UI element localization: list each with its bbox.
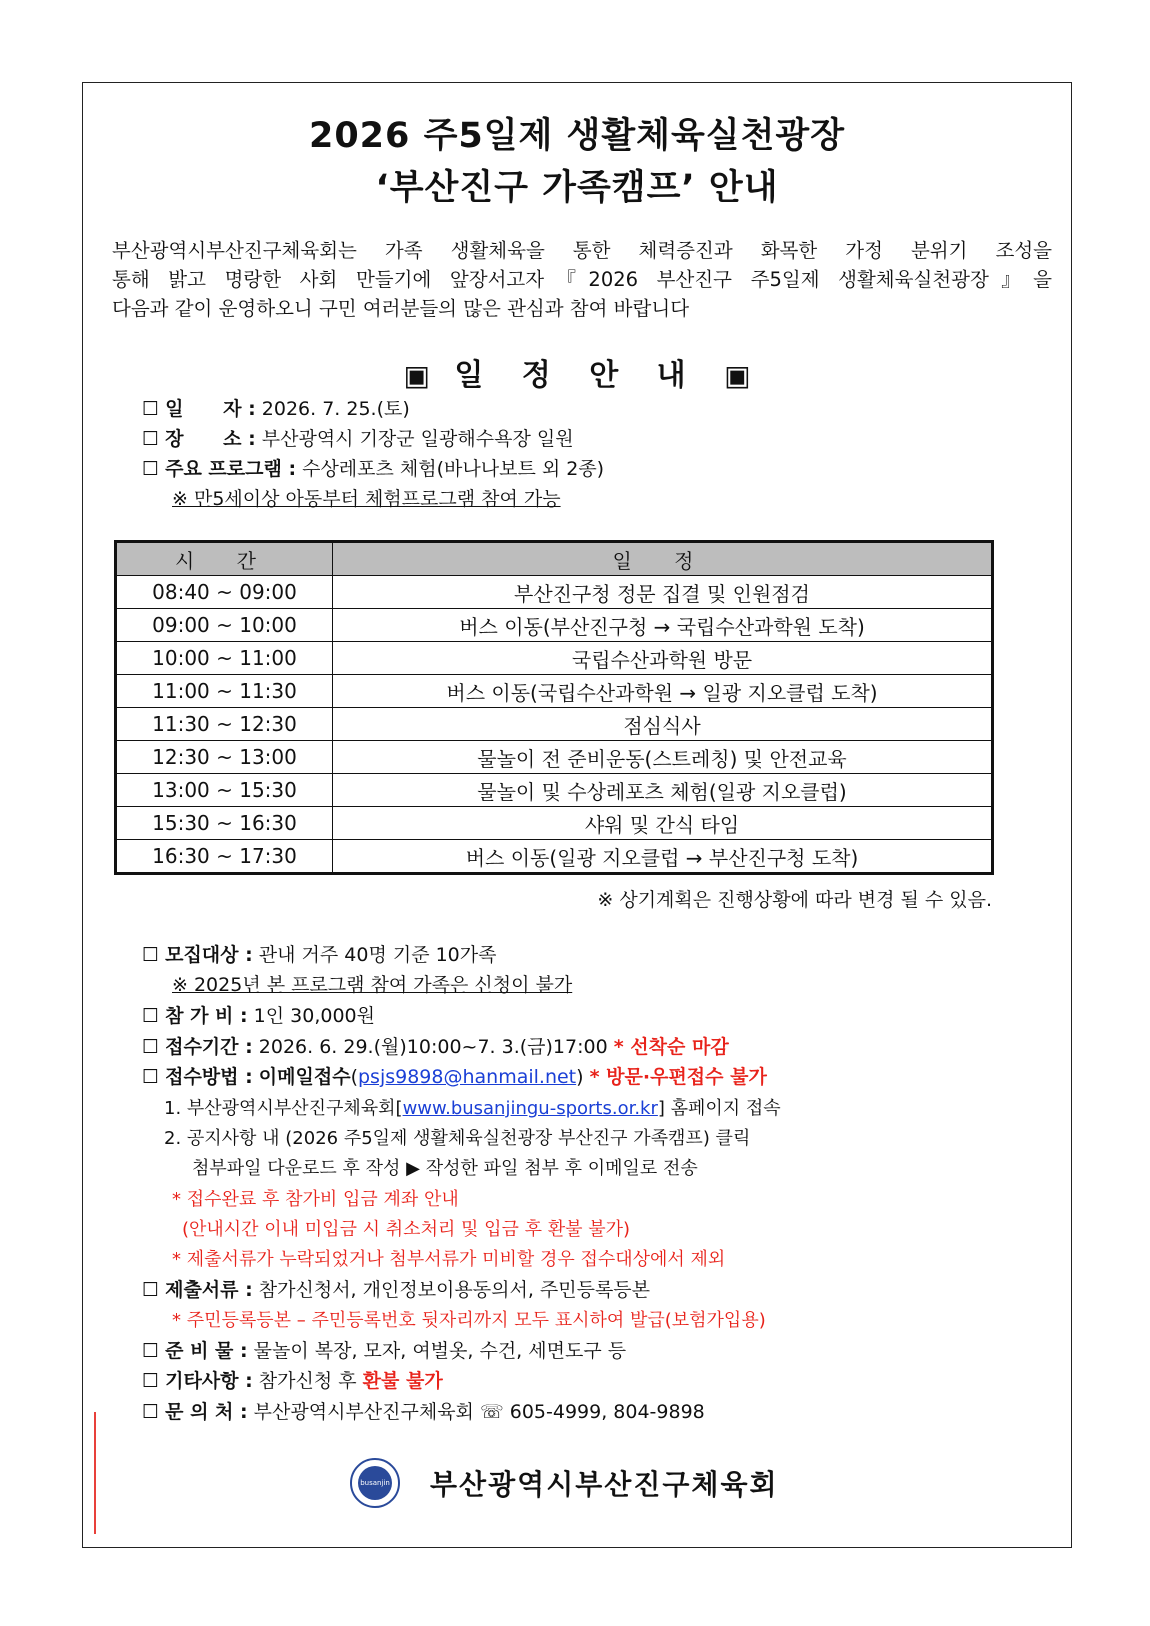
title-line-2: ‘부산진구 가족캠프’ 안내 <box>375 168 779 208</box>
row-event: 물놀이 및 수상레포츠 체험(일광 지오클럽) <box>333 774 993 807</box>
program-value: 수상레포츠 체험(바나나보트 외 2종) <box>302 458 605 480</box>
row-time: 08:40 ~ 09:00 <box>116 576 333 609</box>
table-row <box>116 642 993 675</box>
table-header-row <box>116 542 993 576</box>
step-3: 첨부파일 다운로드 후 작성 ▶ 작성한 파일 첨부 후 이메일로 전송 <box>192 1158 698 1179</box>
checkbox-icon: ☐ <box>142 1279 160 1301</box>
title-line-1: 2026 주5일제 생활체육실천광장 <box>308 116 846 156</box>
step-2: 2. 공지사항 내 (2026 주5일제 생활체육실천광장 부산진구 가족캠프) 클릭 <box>164 1128 751 1149</box>
step1-post: ] 홈페이지 접속 <box>657 1098 781 1119</box>
row-event: 버스 이동(일광 지오클럽 → 부산진구청 도착) <box>333 840 993 874</box>
header-time: 시 간 <box>116 542 333 576</box>
period-value: 2026. 6. 29.(월)10:00~7. 3.(금)17:00 <box>258 1036 608 1058</box>
row-event: 부산진구청 정문 집결 및 인원점검 <box>333 576 993 609</box>
checkbox-icon: ☐ <box>142 1340 160 1362</box>
table-row <box>116 840 993 874</box>
method-close: ) <box>576 1066 584 1088</box>
method-open: ( <box>350 1066 358 1088</box>
row-time: 15:30 ~ 16:30 <box>116 807 333 840</box>
red-note-1: * 접수완료 후 참가비 입금 계좌 안내 <box>172 1189 459 1210</box>
schedule-table <box>114 540 994 875</box>
docs-label: 제출서류 : <box>165 1279 253 1301</box>
info-place <box>142 424 574 451</box>
checkbox-icon: ☐ <box>142 398 160 420</box>
prep-value: 물놀이 복장, 모자, 여벌옷, 수건, 세면도구 등 <box>253 1340 627 1362</box>
contact-value: 부산광역시부산진구체육회 ☏ 605-4999, 804-9898 <box>253 1401 705 1423</box>
step-1 <box>164 1094 781 1120</box>
table-row <box>116 675 993 708</box>
red-note-2: (안내시간 이내 미입금 시 취소처리 및 입금 후 환불 불가) <box>182 1219 631 1240</box>
table-row <box>116 609 993 642</box>
method-red-note: * 방문·우편접수 불가 <box>589 1066 767 1088</box>
row-time: 10:00 ~ 11:00 <box>116 642 333 675</box>
header-schedule: 일 정 <box>333 542 993 576</box>
table-row <box>116 708 993 741</box>
docs-value: 참가신청서, 개인정보이용동의서, 주민등록등본 <box>258 1279 651 1301</box>
table-row <box>116 741 993 774</box>
recruit-etc <box>142 1366 443 1393</box>
info-date <box>142 394 410 421</box>
target-value: 관내 거주 40명 기준 10가족 <box>258 944 497 966</box>
checkbox-icon: ☐ <box>142 944 160 966</box>
fee-label: 참 가 비 : <box>165 1005 248 1027</box>
row-event: 샤워 및 간식 타임 <box>333 807 993 840</box>
checkbox-icon: ☐ <box>142 1036 160 1058</box>
etc-red-note: 환불 불가 <box>362 1370 443 1392</box>
row-event: 버스 이동(국립수산과학원 → 일광 지오클럽 도착) <box>333 675 993 708</box>
row-time: 11:00 ~ 11:30 <box>116 675 333 708</box>
date-value: 2026. 7. 25.(토) <box>261 398 410 420</box>
intro-line: 부산광역시부산진구체육회는 가족 생활체육을 통한 체력증진과 화목한 가정 분위기 조성을 <box>112 239 1052 262</box>
row-time: 12:30 ~ 13:00 <box>116 741 333 774</box>
homepage-link[interactable]: www.busanjingu-sports.or.kr <box>402 1098 658 1119</box>
intro-paragraph <box>112 236 1052 323</box>
row-time: 09:00 ~ 10:00 <box>116 609 333 642</box>
checkbox-icon: ☐ <box>142 1005 160 1027</box>
period-red-note: * 선착순 마감 <box>613 1036 729 1058</box>
recruit-target <box>142 940 496 967</box>
checkbox-icon: ☐ <box>142 458 160 480</box>
row-event: 물놀이 전 준비운동(스트레칭) 및 안전교육 <box>333 741 993 774</box>
info-program <box>142 454 604 481</box>
period-label: 접수기간 : <box>165 1036 253 1058</box>
row-event: 점심식사 <box>333 708 993 741</box>
etc-value: 참가신청 후 <box>258 1370 357 1392</box>
date-label: 일 자 : <box>165 398 256 420</box>
intro-line: 다음과 같이 운영하오니 구민 여러분들의 많은 관심과 참여 바랍니다 <box>112 297 690 320</box>
row-time: 16:30 ~ 17:30 <box>116 840 333 874</box>
etc-label: 기타사항 : <box>165 1370 253 1392</box>
row-event: 국립수산과학원 방문 <box>333 642 993 675</box>
docs-red-note: * 주민등록등본 – 주민등록번호 뒷자리까지 모두 표시하여 발급(보험가입용) <box>172 1310 766 1331</box>
row-event: 버스 이동(부산진구청 → 국립수산과학원 도착) <box>333 609 993 642</box>
checkbox-icon: ☐ <box>142 1370 160 1392</box>
contact-label: 문 의 처 : <box>165 1401 248 1423</box>
schedule-note: ※ 상기계획은 진행상황에 따라 변경 될 수 있음. <box>597 889 992 911</box>
place-value: 부산광역시 기장군 일광해수욕장 일원 <box>261 428 574 450</box>
margin-mark <box>94 1412 96 1534</box>
checkbox-icon: ☐ <box>142 1066 160 1088</box>
program-note: ※ 만5세이상 아동부터 체험프로그램 참여 가능 <box>172 488 561 510</box>
table-row <box>116 576 993 609</box>
target-note: ※ 2025년 본 프로그램 참여 가족은 신청이 불가 <box>172 974 573 996</box>
footer <box>350 1458 779 1508</box>
recruit-docs <box>142 1275 650 1302</box>
row-time: 13:00 ~ 15:30 <box>116 774 333 807</box>
recruit-method <box>142 1062 767 1089</box>
square-bullet-icon: ▣ <box>724 359 751 392</box>
intro-line: 통해 밝고 명랑한 사회 만들기에 앞장서고자『2026 부산진구 주5일제 생활체육실천광장』을 <box>112 268 1052 291</box>
table-row <box>116 807 993 840</box>
program-label: 주요 프로그램 : <box>165 458 297 480</box>
target-label: 모집대상 : <box>165 944 253 966</box>
red-note-3: * 제출서류가 누락되었거나 첨부서류가 미비할 경우 접수대상에서 제외 <box>172 1249 726 1270</box>
checkbox-icon: ☐ <box>142 428 160 450</box>
checkbox-icon: ☐ <box>142 1401 160 1423</box>
place-label: 장 소 : <box>165 428 256 450</box>
row-time: 11:30 ~ 12:30 <box>116 708 333 741</box>
recruit-contact <box>142 1397 705 1424</box>
logo-text: busanjin <box>358 1466 392 1500</box>
recruit-fee <box>142 1001 375 1028</box>
section-title-text: 일 정 안 내 <box>454 358 700 393</box>
step1-pre: 1. 부산광역시부산진구체육회[ <box>164 1098 403 1119</box>
method-value: 이메일접수 <box>258 1066 351 1088</box>
org-logo <box>350 1458 400 1508</box>
method-label: 접수방법 : <box>165 1066 253 1088</box>
org-name: 부산광역시부산진구체육회 <box>430 1468 779 1501</box>
square-bullet-icon: ▣ <box>403 359 430 392</box>
recruit-prep <box>142 1336 626 1363</box>
fee-value: 1인 30,000원 <box>253 1005 375 1027</box>
recruit-period <box>142 1032 729 1059</box>
section-title <box>82 350 1072 394</box>
prep-label: 준 비 물 : <box>165 1340 248 1362</box>
table-row <box>116 774 993 807</box>
email-link[interactable]: psjs9898@hanmail.net <box>357 1066 577 1088</box>
